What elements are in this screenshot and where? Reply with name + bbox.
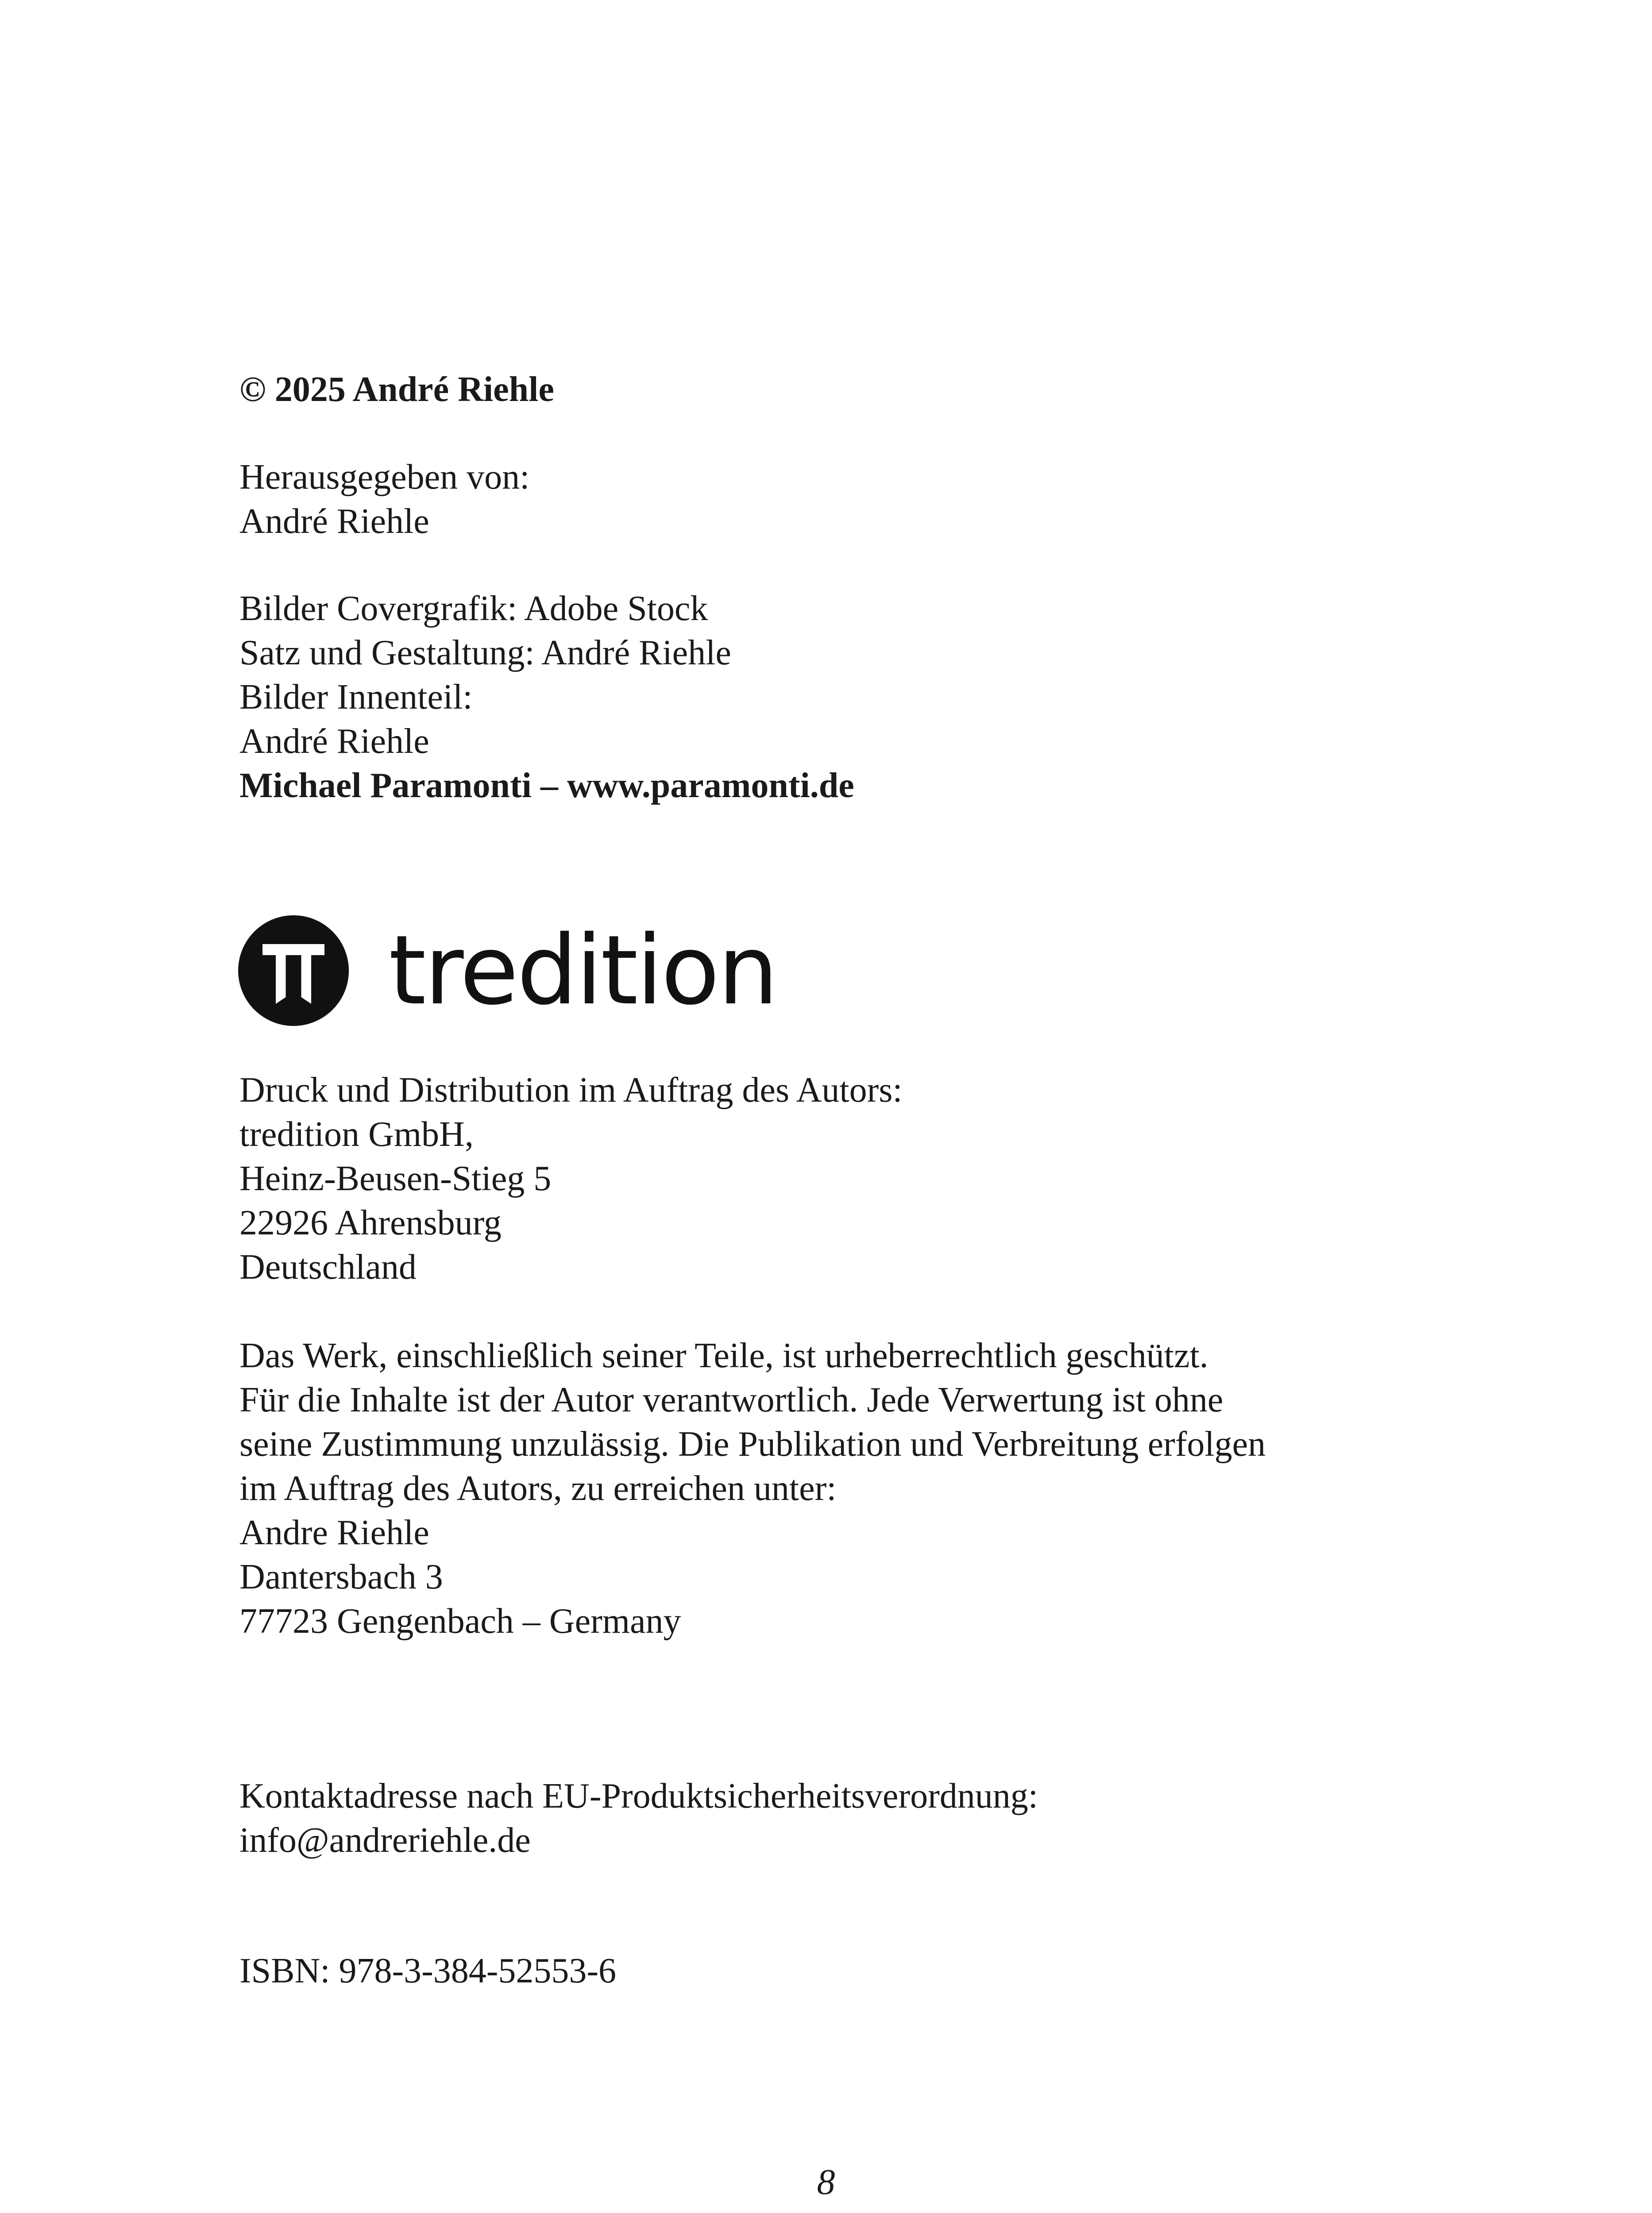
contact-block: [239, 1774, 1038, 1862]
distribution-block: [239, 1068, 903, 1289]
author-city: 77723 Gengenbach – Germany: [239, 1602, 681, 1641]
author-name: Andre Riehle: [239, 1513, 429, 1552]
tredition-wordmark: tredition: [389, 915, 777, 1026]
distribution-country: Deutschland: [239, 1248, 417, 1287]
author-street: Dantersbach 3: [239, 1558, 443, 1596]
credits-block: [239, 586, 854, 808]
photographer-credit: Michael Paramonti – www.paramonti.de: [239, 766, 854, 805]
distribution-city: 22926 Ahrensburg: [239, 1203, 502, 1242]
distribution-company: tredition GmbH,: [239, 1115, 474, 1154]
isbn: ISBN: 978-3-384-52553-6: [239, 1951, 617, 1990]
rights-line-4: im Auftrag des Autors, zu erreichen unter:: [239, 1469, 837, 1508]
contact-email: info@andreriehle.de: [239, 1821, 531, 1860]
distribution-label: Druck und Distribution im Auftrag des Autors:: [239, 1071, 903, 1110]
isbn-block: [239, 1949, 616, 1993]
rights-line-2: Für die Inhalte ist der Autor verantwortlich. Jede Verwertung ist ohne: [239, 1380, 1224, 1419]
contact-label: Kontaktadresse nach EU-Produktsicherheitsverordnung:: [239, 1777, 1038, 1816]
page-number: 8: [817, 2162, 835, 2202]
rights-block: [239, 1334, 1266, 1643]
editor-block: [239, 455, 529, 544]
distribution-street: Heinz-Beusen-Stieg 5: [239, 1159, 552, 1198]
cover-credit: Bilder Covergrafik: Adobe Stock: [239, 589, 708, 628]
copyright-line: © 2025 André Riehle: [239, 370, 554, 409]
rights-line-3: seine Zustimmung unzulässig. Die Publikation und Verbreitung erfolgen: [239, 1425, 1266, 1464]
tredition-logo: [238, 915, 777, 1026]
layout-credit: Satz und Gestaltung: André Riehle: [239, 633, 731, 672]
editor-label: Herausgegeben von:: [239, 458, 530, 497]
interior-credit-label: Bilder Innenteil:: [239, 678, 473, 717]
interior-credit-name: André Riehle: [239, 722, 429, 761]
rights-line-1: Das Werk, einschließlich seiner Teile, ist urheberrechtlich geschützt.: [239, 1336, 1208, 1375]
tredition-logo-icon: [238, 915, 349, 1026]
editor-name: André Riehle: [239, 502, 429, 541]
copyright-block: [239, 367, 554, 412]
